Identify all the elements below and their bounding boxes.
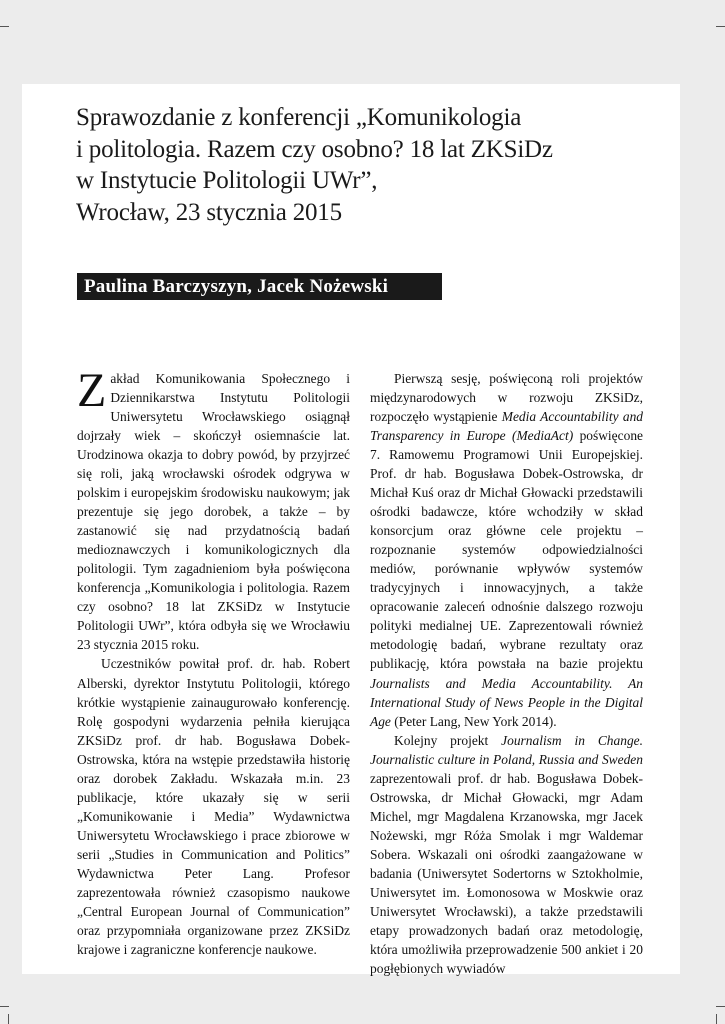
paragraph xyxy=(370,731,643,978)
title-line: i politologia. Razem czy osobno? 18 lat ZKSiDz xyxy=(76,135,553,163)
drop-cap: Z xyxy=(77,364,107,417)
title-line: Sprawozdanie z konferencji „Komunikologia xyxy=(76,104,522,131)
project-title: Journalism in Change. Journalistic culture in Poland, Russia and Sweden xyxy=(370,732,643,767)
paragraph: Uczestników powitał prof. dr. hab. Robert Alberski, dyrektor Instytutu Politologii, którego krótkie wystąpienie zainaugurowało konferencję. Rolę gospodyni wydarzenia pełniła kierująca ZKSiDz prof. dr hab. Bogusława Dobek-Ostrowska, która na wstępie przedstawiła historię oraz dorobek Zakładu. Wskazała m.in. 23 publikacje, które ukazały się w serii „Komunikowanie i Media” Wydawnictwa Uniwersytetu Wrocławskiego i prace zbiorowe w serii „Studies in Communication and Politics” Wydawnictwa Peter Lang. Profesor zaprezentowała również czasopismo naukowe „Central European Journal of Communication” oraz przypomniała organizowane przez ZKSiDz krajowe i zagraniczne konferencje naukowe. xyxy=(77,656,350,957)
book-title: Journalists and Media Accountability. An International Study of News People in the Digital Age xyxy=(370,675,643,729)
left-column xyxy=(77,364,350,959)
project-title: Media Accountability and Transparency in Europe (MediaAct) xyxy=(370,409,644,444)
page-title xyxy=(76,102,636,228)
crop-mark xyxy=(0,1006,9,1007)
title-line: Wrocław, 23 stycznia 2015 xyxy=(76,198,342,226)
authors-banner: Paulina Barczyszyn, Jacek Nożewski xyxy=(77,273,442,300)
paragraph-text: (Peter Lang, New York 2014). xyxy=(390,713,557,729)
paragraph-text: poświęcone 7. Ramowemu Programowi Unii Europejskiej. Prof. dr hab. Bogusława Dobek-Ostrowska, dr Michał Kuś oraz dr Michał Głowacki przedstawili ośrodki badawcze, które wchodziły w skład konsorcjum oraz główne cele projektu – rozpoznanie systemów odpowiedzialności mediów, porównanie wpływów systemów tradycyjnych i innowacyjnych, a także opracowanie zaleceń odnośnie dalszego rozwoju polityki medialnej UE. Zaprezentowali również metodologię badań, wybrane rezultaty oraz publikację, która powstała na bazie projektu xyxy=(370,428,644,672)
paragraph-text: Kolejny projekt xyxy=(394,732,502,748)
paragraph-text: zaprezentowali prof. dr hab. Bogusława Dobek-Ostrowska, dr Michał Głowacki, mgr Adam Michel, mgr Magdalena Krzanowska, mgr Jacek Nożewski, mgr Róża Smolak i mgr Waldemar Sobera. Wskazali oni ośrodki zaangażowane w badania (Uniwersytet Sodertorns w Sztokholmie, Uniwersytet im. Łomonosowa w Moskwie oraz Uniwersytet Wrocławski), a także przedstawili etapy prowadzonych badań oraz metodologię, która umożliwiła przeprowadzenie 500 ankiet i 20 pogłębionych wywiadów xyxy=(370,770,643,976)
paragraph-text: Pierwszą sesję, poświęconą roli projektów międzynarodowych w rozwoju ZKSiDz, rozpoczęło wystąpienie xyxy=(370,371,643,425)
crop-mark xyxy=(716,26,725,27)
paragraph xyxy=(77,364,350,654)
right-column xyxy=(370,369,643,978)
crop-mark xyxy=(8,1014,9,1024)
crop-mark xyxy=(716,1014,717,1024)
crop-mark xyxy=(0,26,9,27)
paragraph-text: akład Komunikowania Społecznego i Dziennikarstwa Instytutu Politologii Uniwersytetu Wrocławskiego osiągnął dojrzały wiek – skończył osiemnaście lat. Urodzinowa okazja to dobry powód, by przyjrzeć się roli, jaką wrocławski ośrodek odgrywa w polskim i europejskim środowisku naukowym; jak prezentuje się jego dorobek, a także – by zastanowić się nad przydatnością badań medioznawczych i komunikologicznych dla politologii. Tym zagadnieniom była poświęcona konferencja „Komunikologia i politologia. Razem czy osobno? 18 lat ZKSiDz w Instytucie Politologii UWr”, która odbyła się we Wrocławiu 23 stycznia 2015 roku. xyxy=(77,371,350,653)
crop-mark xyxy=(716,1006,725,1007)
title-line: w Instytucie Politologii UWr”, xyxy=(76,167,378,194)
paragraph xyxy=(370,369,643,731)
document-page xyxy=(22,84,680,974)
